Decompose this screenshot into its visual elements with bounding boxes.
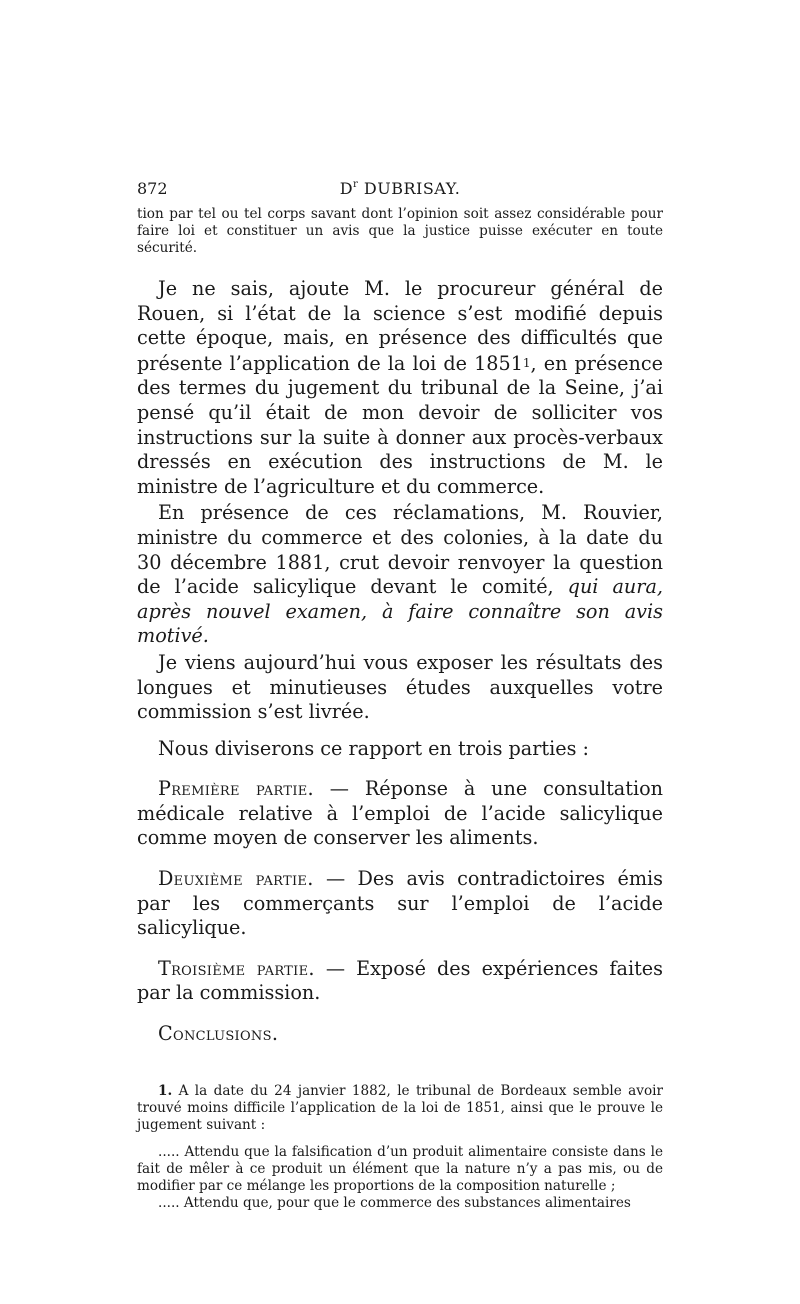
section-entry-premiere [137, 777, 663, 851]
footnote-intro-text: A la date du 24 janvier 1882, le tribunal de Bordeaux semble avoir trouvé moins difficile l’application de la loi de 1851, ainsi que le prouve le jugement suivant : [137, 1082, 663, 1133]
header-title-prefix: D [339, 179, 354, 198]
footnote-reference: 1 [522, 355, 531, 370]
paragraph-etudes: Je viens aujourd’hui vous exposer les résultats des longues et minutieuses études auxquelles votre commission s’est livrée. [137, 650, 663, 724]
header-title-superscript: r [353, 179, 359, 190]
section-heading: Première partie. [158, 777, 314, 801]
footnote-number: 1. [158, 1082, 173, 1099]
previous-note-continuation: tion par tel ou tel corps savant dont l’opinion soit assez considérable pour faire loi et constituer un avis que la justice puisse exécuter en toute sécurité. [137, 206, 663, 256]
paragraph-procureur-text-1: Je ne sais, ajoute M. le procureur général de Rouen, si l’état de la science s’est modifié depuis cette époque, mais, en présence des difficultés que présente l’application de la loi de 1851 [137, 277, 663, 375]
header-title [137, 176, 663, 202]
section-entry-deuxieme [137, 867, 663, 941]
footnote-intro [137, 1083, 663, 1134]
book-page [137, 176, 663, 1212]
paragraph-procureur [137, 277, 663, 499]
section-heading: Troisième partie. [158, 956, 315, 980]
section-text: — Des avis contradictoires émis par les commerçants sur l’emploi de l’acide salicylique. [137, 867, 663, 940]
footnote [137, 1083, 663, 1212]
section-entry-troisieme [137, 957, 663, 1006]
header-title-name: DUBRISAY. [358, 179, 461, 198]
footnote-quote-1: ..... Attendu que la falsification d’un produit alimentaire consiste dans le fait de mêler à ce produit un élément que la nature n’y a pas mis, ou de modifier par ce mélange les proportions de la composition naturelle ; [137, 1143, 663, 1194]
section-text: — Exposé des expériences faites par la commission. [137, 956, 664, 1005]
section-heading: Deuxième partie. [158, 867, 314, 891]
running-head [137, 176, 663, 202]
footnote-quote-2: ..... Attendu que, pour que le commerce des substances alimentaires [158, 1194, 631, 1211]
paragraph-rouvier [137, 501, 663, 649]
page-number: 872 [137, 179, 168, 198]
paragraph-rouvier-italic: qui aura, après nouvel examen, à faire connaître son avis motivé. [137, 575, 663, 648]
paragraph-rouvier-text: En présence de ces réclamations, M. Rouvier, ministre du commerce et des colonies, à la date du 30 décembre 1881, crut devoir renvoyer la question de l’acide salicylique devant le comité, [137, 501, 663, 599]
section-text: — Réponse à une consultation médicale relative à l’emploi de l’acide salicylique comme moyen de conserver les aliments. [137, 777, 663, 850]
conclusions-heading: Conclusions. [158, 1022, 279, 1046]
paragraph-trois-parties: Nous diviserons ce rapport en trois parties : [158, 736, 590, 760]
paragraph-procureur-text-2: , en présence des termes du jugement du tribunal de la Seine, j’ai pensé qu’il était de mon devoir de solliciter vos instructions sur la suite à donner aux procès-verbaux dressés en exécution des instructions de M. le ministre de l’agriculture et du commerce. [137, 351, 663, 498]
